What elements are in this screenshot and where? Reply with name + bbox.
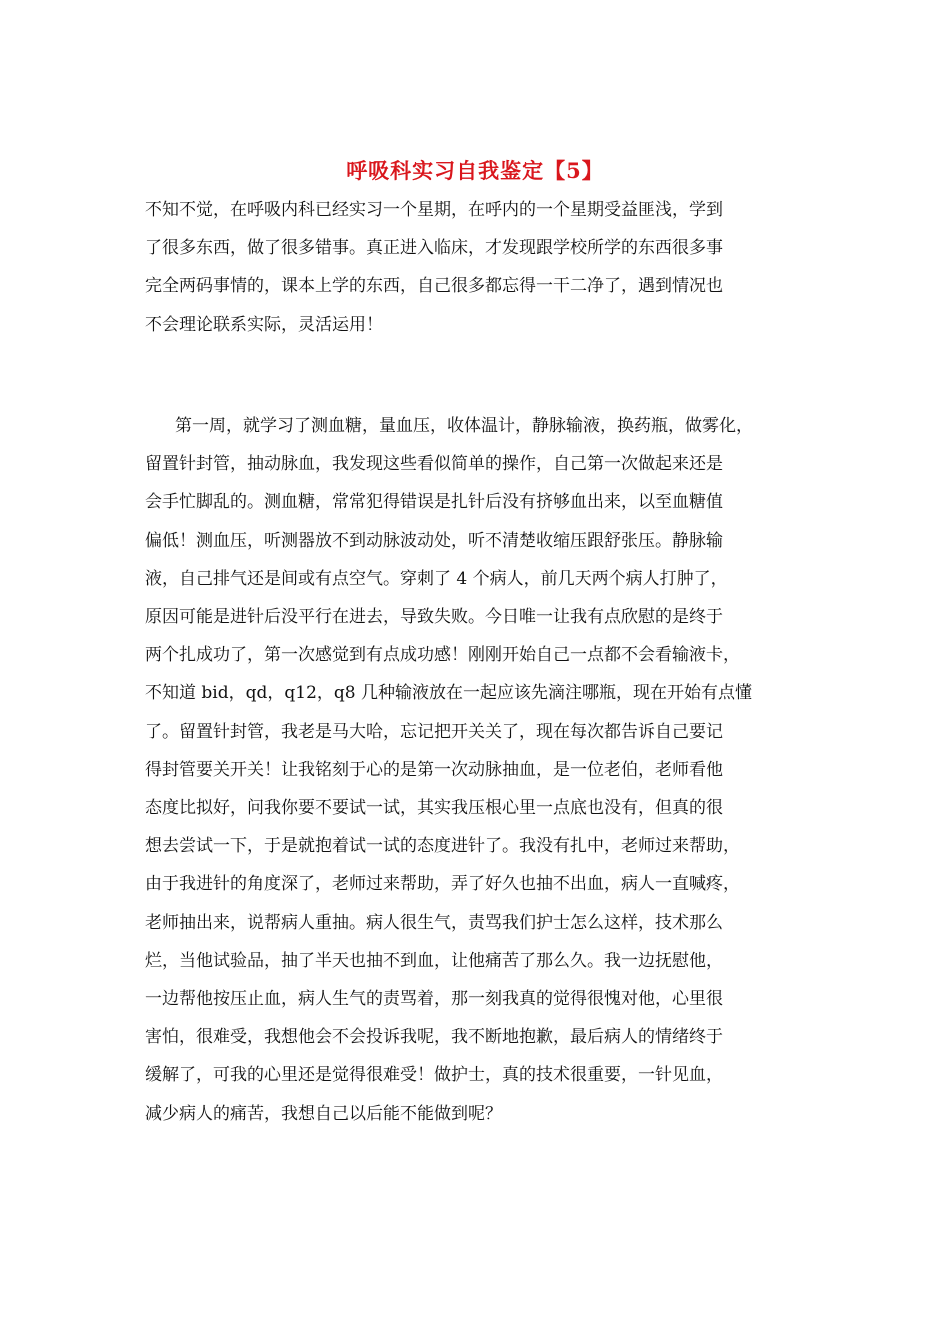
paragraph-first-week (145, 407, 835, 1133)
text-line: 留置针封管，抽动脉血，我发现这些看似简单的操作，自己第一次做起来还是 (145, 454, 723, 475)
text-line: 会手忙脚乱的。测血糖，常常犯得错误是扎针后没有挤够血出来，以至血糖值 (145, 492, 723, 513)
text-line: 害怕，很难受，我想他会不会投诉我呢，我不断地抱歉，最后病人的情绪终于 (145, 1027, 723, 1048)
paragraph-intro (145, 191, 835, 344)
text-line: 两个扎成功了，第一次感觉到有点成功感！刚刚开始自己一点都不会看输液卡， (145, 645, 740, 666)
text-line: 一边帮他按压止血，病人生气的责骂着，那一刻我真的觉得很愧对他，心里很 (145, 989, 723, 1010)
text-line: 得封管要关开关！让我铭刻于心的是第一次动脉抽血，是一位老伯，老师看他 (145, 759, 723, 780)
text-line: 缓解了，可我的心里还是觉得很难受！做护士，真的技术很重要，一针见血， (145, 1065, 723, 1086)
text-line: 不会理论联系实际，灵活运用！ (145, 314, 383, 335)
text-line: 减少病人的痛苦，我想自己以后能不能做到呢？ (145, 1103, 502, 1124)
text-line: 态度比拟好，问我你要不要试一试，其实我压根心里一点底也没有，但真的很 (145, 798, 723, 819)
document-title: 呼吸科实习自我鉴定【5】 (346, 158, 604, 183)
text-line: 烂，当他试验品，抽了半天也抽不到血，让他痛苦了那么久。我一边抚慰他， (145, 950, 723, 971)
text-line: 第一周，就学习了测血糖，量血压，收体温计，静脉输液，换药瓶，做雾化， (175, 416, 753, 436)
text-line: 不知不觉，在呼吸内科已经实习一个星期，在呼内的一个星期受益匪浅，学到 (145, 200, 723, 220)
text-line: 老师抽出来，说帮病人重抽。病人很生气，责骂我们护士怎么这样，技术那么 (145, 912, 723, 933)
text-line: 完全两码事情的，课本上学的东西，自己很多都忘得一干二净了，遇到情况也 (145, 276, 723, 297)
text-line: 原因可能是进针后没平行在进去，导致失败。今日唯一让我有点欣慰的是终于 (145, 607, 723, 628)
text-line: 由于我进针的角度深了，老师过来帮助，弄了好久也抽不出血，病人一直喊疼， (145, 874, 740, 895)
text-line: 了很多东西，做了很多错事。真正进入临床，才发现跟学校所学的东西很多事 (145, 238, 723, 259)
text-line: 想去尝试一下，于是就抱着试一试的态度进针了。我没有扎中，老师过来帮助， (145, 836, 740, 857)
text-line: 不知道 bid，qd，q12，q8 几种输液放在一起应该先滴注哪瓶，现在开始有点懂 (145, 683, 752, 704)
text-line: 了。留置针封管，我老是马大哈，忘记把开关关了，现在每次都告诉自己要记 (145, 721, 723, 742)
text-line: 偏低！测血压，听测器放不到动脉波动处，听不清楚收缩压跟舒张压。静脉输 (145, 530, 723, 551)
text-line: 液，自己排气还是间或有点空气。穿刺了 4 个病人，前几天两个病人打肿了， (145, 568, 728, 589)
